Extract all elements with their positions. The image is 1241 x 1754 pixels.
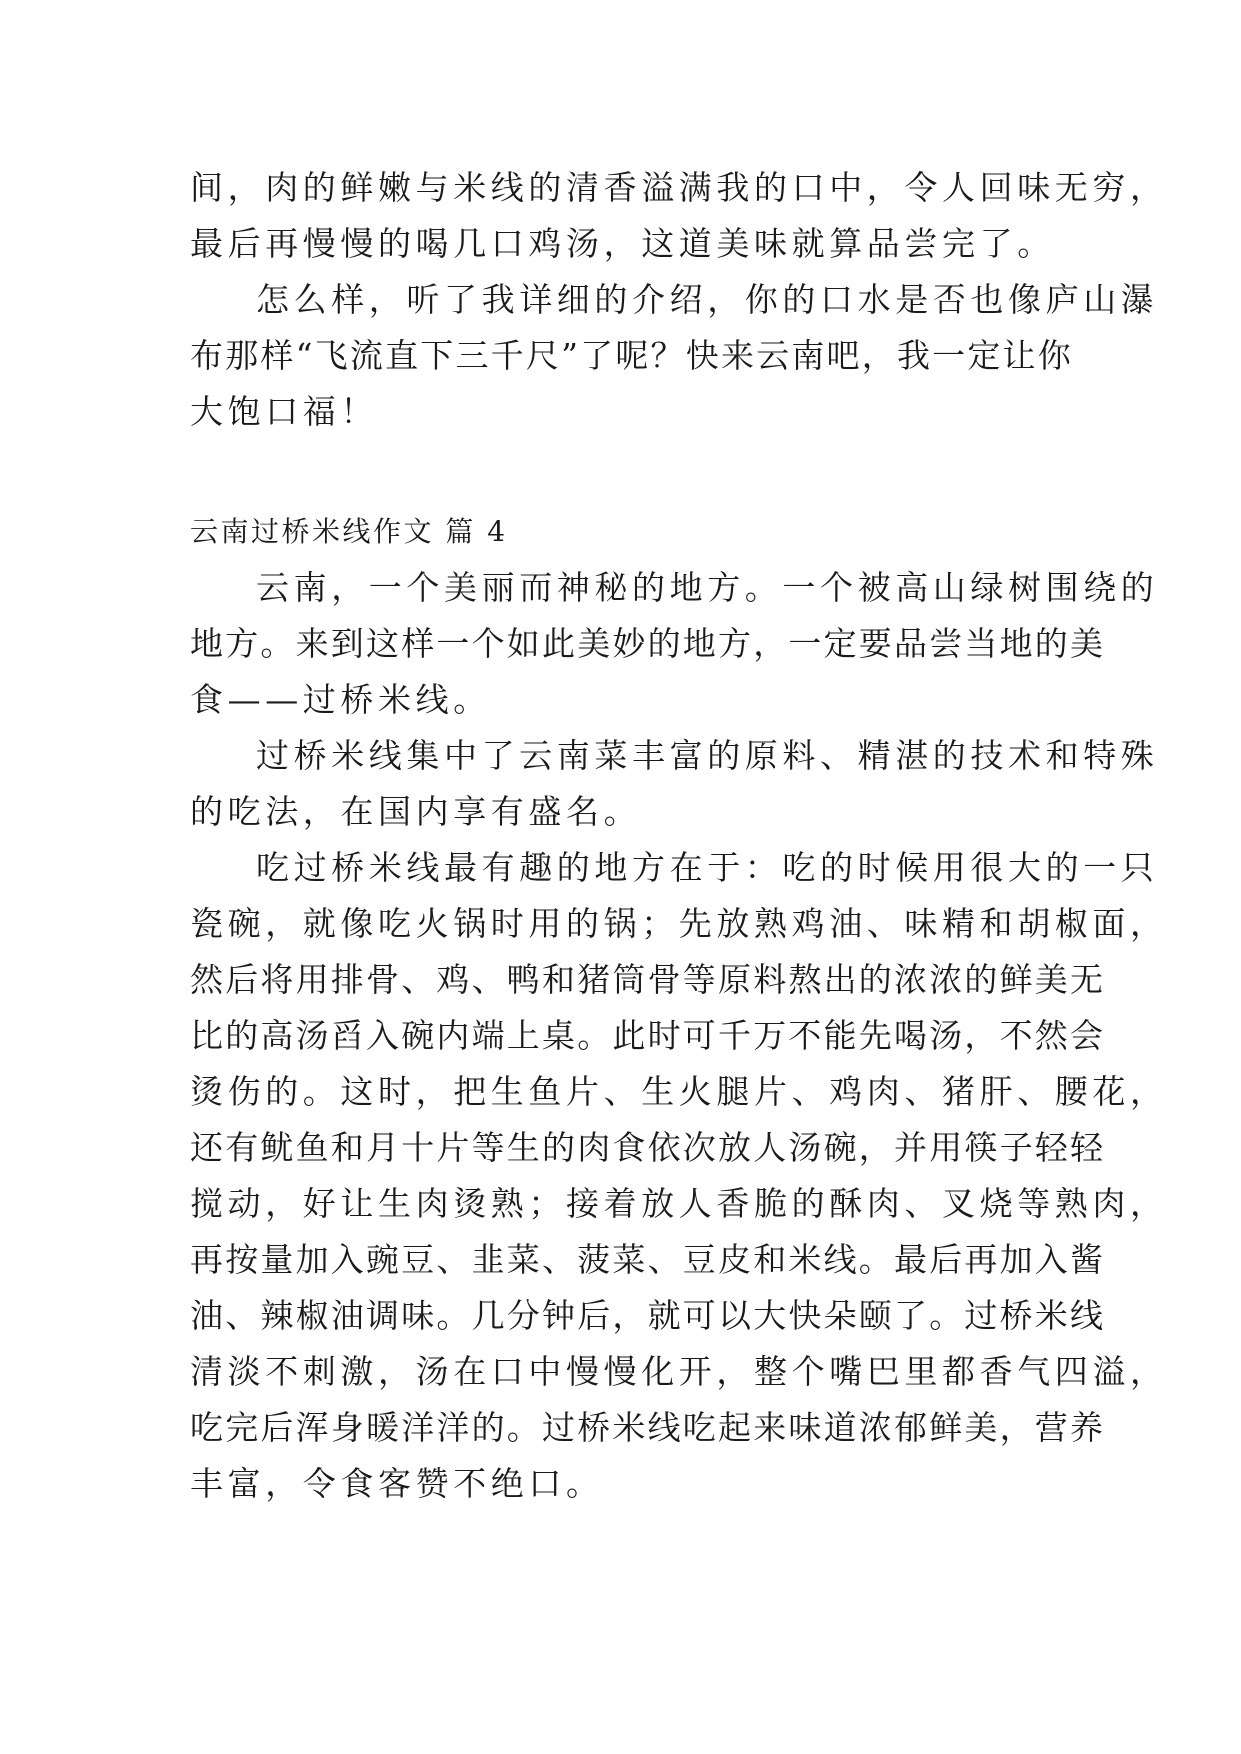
paragraph-line: 烫伤的。这时，把生鱼片、生火腿片、鸡肉、猪肝、腰花， [190, 1072, 1168, 1111]
paragraph [190, 272, 1159, 440]
paragraph-line: 怎么样，听了我详细的介绍，你的口水是否也像庐山瀑 [256, 280, 1159, 319]
paragraph-line: 清淡不刺激，汤在口中慢慢化开，整个嘴巴里都香气四溢， [190, 1352, 1168, 1391]
paragraph-line: 然后将用排骨、鸡、鸭和猪筒骨等原料熬出的浓浓的鲜美无 [190, 960, 1106, 999]
paragraph [190, 840, 1168, 1512]
paragraph-line: 比的高汤舀入碗内端上桌。此时可千万不能先喝汤，不然会 [190, 1016, 1106, 1055]
section-spacer [190, 440, 1070, 504]
paragraph-line: 地方。来到这样一个如此美妙的地方，一定要品尝当地的美 [190, 624, 1106, 663]
paragraph [190, 728, 1159, 840]
section-heading: 云南过桥米线作文 篇 4 [190, 515, 508, 548]
paragraph-line: 最后再慢慢的喝几口鸡汤，这道美味就算品尝完了。 [190, 224, 1055, 263]
paragraph-line: 大饱口福！ [190, 392, 378, 431]
paragraph-line: 的吃法，在国内享有盛名。 [190, 792, 642, 831]
paragraph-line: 油、辣椒油调味。几分钟后，就可以大快朵颐了。过桥米线 [190, 1296, 1106, 1335]
paragraph-continued [190, 160, 1168, 272]
paragraph-line: 间，肉的鲜嫩与米线的清香溢满我的口中，令人回味无穷， [190, 168, 1168, 207]
paragraph [190, 560, 1159, 728]
paragraph-line: 吃过桥米线最有趣的地方在于：吃的时候用很大的一只 [256, 848, 1159, 887]
paragraph-line: 丰富，令食客赞不绝口。 [190, 1464, 604, 1503]
paragraph-line: 过桥米线集中了云南菜丰富的原料、精湛的技术和特殊 [256, 736, 1159, 775]
paragraph-line: 食——过桥米线。 [190, 680, 491, 719]
paragraph-line: 还有鱿鱼和月十片等生的肉食依次放人汤碗，并用筷子轻轻 [190, 1128, 1106, 1167]
paragraph-line: 瓷碗，就像吃火锅时用的锅；先放熟鸡油、味精和胡椒面， [190, 904, 1168, 943]
paragraph-line: 再按量加入豌豆、韭菜、菠菜、豆皮和米线。最后再加入酱 [190, 1240, 1106, 1279]
document-page [190, 160, 1168, 1512]
paragraph-line: 云南，一个美丽而神秘的地方。一个被高山绿树围绕的 [256, 568, 1159, 607]
paragraph-line: 吃完后浑身暖洋洋的。过桥米线吃起来味道浓郁鲜美，营养 [190, 1408, 1106, 1447]
paragraph-line: 搅动，好让生肉烫熟；接着放人香脆的酥肉、叉烧等熟肉， [190, 1184, 1168, 1223]
paragraph-line: 布那样“飞流直下三千尺”了呢？快来云南吧，我一定让你 [190, 336, 1073, 375]
